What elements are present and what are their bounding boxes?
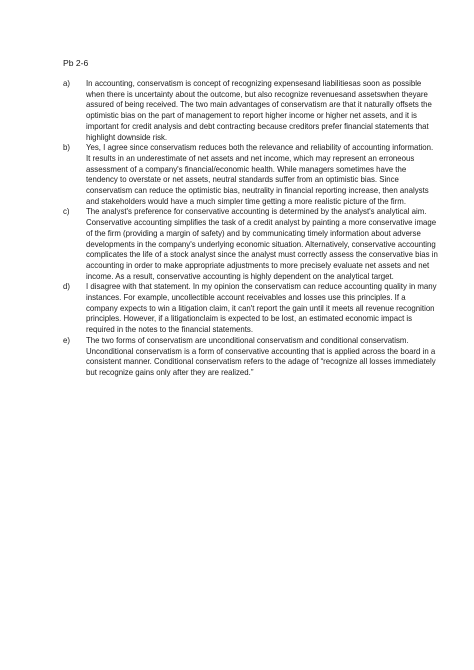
answer-e-text: The two forms of conservatism are unconditional conservatism and conditional conservatism. Unconditional conservatism is a form of conservative accounting that is applied across the board in a consistent manner. Conditional conservatism refers to the adage of “recognize all losses immediately but recognize gains only after they are realized.” [86,335,436,377]
answer-b [63,143,439,207]
answer-list [63,79,439,379]
problem-heading: Pb 2-6 [63,58,89,68]
answer-d [63,282,439,336]
answer-c-text: The analyst's preference for conservative accounting is determined by the analyst's analytical aim. Conservative accounting simplifies the task of a credit analyst by painting a more conservative image of the firm (providing a margin of safety) and by communicating timely information about adverse developments in the company's underlying economic situation. Alternatively, conservative accounting complicates the life of a stock analyst since the analyst must correctly assess the conservative bias in accounting in order to make appropriate adjustments to more precisely evaluate net assets and net income. As a result, conservative accounting is highly dependent on the analytical target. [86,207,438,281]
answer-a-text: In accounting, conservatism is concept of recognizing expensesand liabilitiesas soon as possible when there is uncertainty about the outcome, but also recognize revenuesand assetswhen theyare assured of being received. The two main advantages of conservatism are that it naturally offsets the optimistic bias on the part of management to report higher income or higher net assets, and it is important for credit analysis and debt contracting because creditors prefer financial statements that highlight downside risk. [86,79,432,142]
answer-a-marker: a) [63,79,70,88]
answer-e [63,336,439,379]
answer-c-marker: c) [63,207,70,217]
answer-d-marker: d) [63,282,70,292]
answer-b-text: Yes, I agree since conservatism reduces both the relevance and reliability of accounting information. It results in an underestimate of net assets and net income, which may represent an erroneous assessment of a company's financial/economic health. While managers sometimes have the tendency to overstate or net assets, neutral standards suffer from an optimistic bias. Since conservatism can reduce the optimistic bias, neutrality in financial reporting increase, then analysts and stakeholders would have a much simpler time getting a more realistic picture of the firm. [86,143,434,206]
answer-e-marker: e) [63,335,70,345]
answer-a [63,79,439,143]
answer-d-text: I disagree with that statement. In my opinion the conservatism can reduce accounting quality in many instances. For example, uncollectible account receivables and losses use this principles. If a company expects to win a litigation claim, it can't report the gain until it meets all revenue recognition principles. However, if a litigationclaim is expected to be lost, an estimated economic impact is required in the notes to the financial statements. [86,282,437,335]
answer-c [63,207,439,282]
answer-b-marker: b) [63,143,70,153]
